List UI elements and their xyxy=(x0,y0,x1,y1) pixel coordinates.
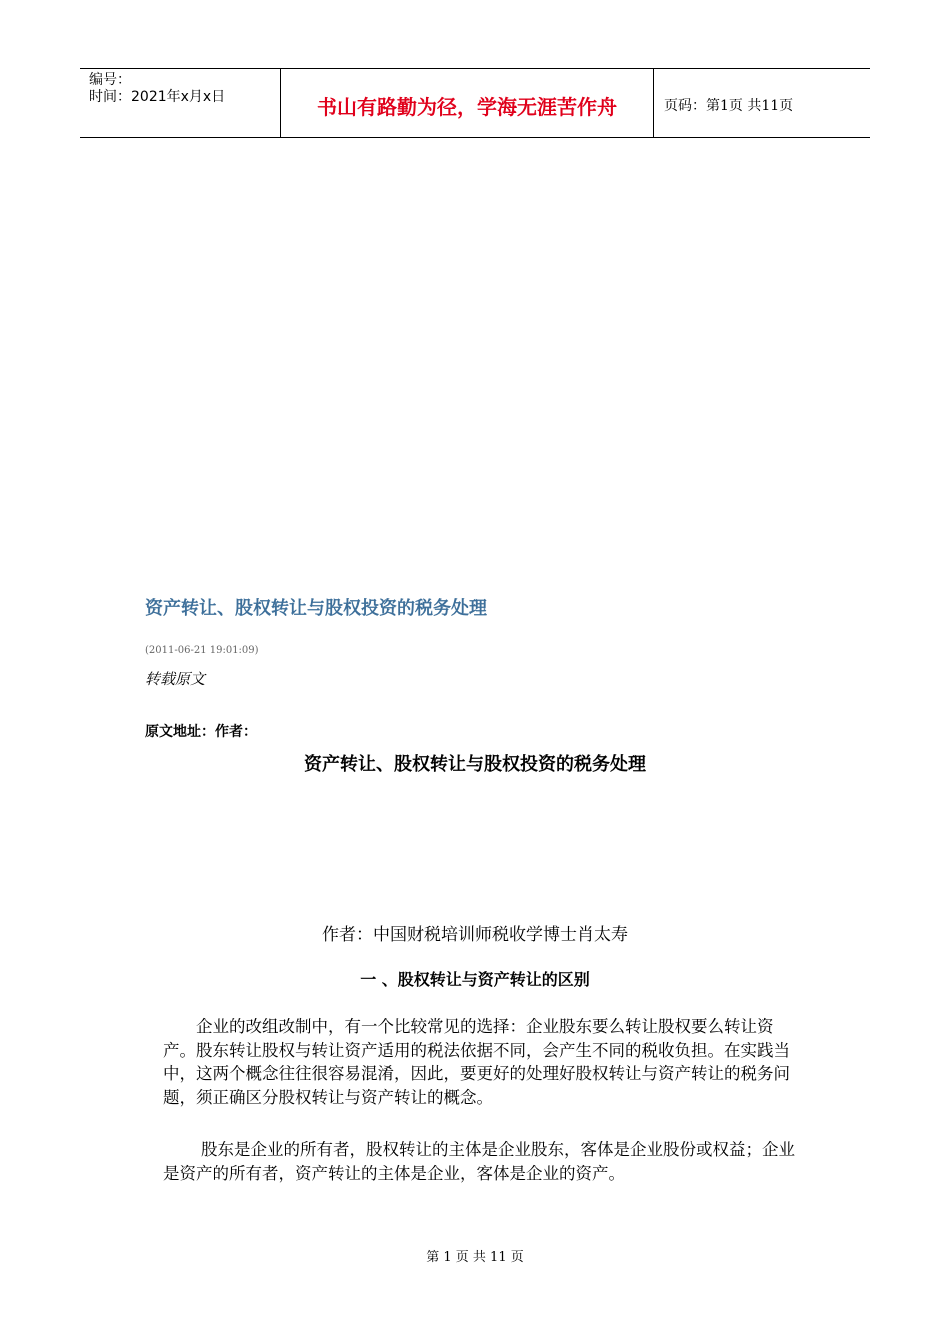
post-date: (2011-06-21 19:01:09) xyxy=(145,645,259,656)
page-info: 页码：第1页 共11页 xyxy=(664,98,794,114)
header-motto-cell xyxy=(281,69,654,137)
author-line: 作者：中国财税培训师税收学博士肖太寿 xyxy=(322,925,628,945)
header-meta-cell xyxy=(80,69,281,137)
blog-title: 资产转让、股权转让与股权投资的税务处理 xyxy=(145,598,487,619)
document-header-table xyxy=(80,68,870,138)
motto-text: 书山有路勤为径，学海无涯苦作舟 xyxy=(317,94,617,119)
paragraph-1: 企业的改组改制中，有一个比较常见的选择：企业股东要么转让股权要么转让资产。股东转让股权与转让资产适用的税法依据不同，会产生不同的税收负担。在实践当中，这两个概念往往很容易混淆，因此，要更好的处理好股权转让与资产转让的税务问题，须正确区分股权转让与资产转让的概念。 xyxy=(163,1017,790,1107)
main-title: 资产转让、股权转让与股权投资的税务处理 xyxy=(304,754,646,775)
paragraph-2: 股东是企业的所有者，股权转让的主体是企业股东，客体是企业股份或权益；企业是资产的所有者，资产转让的主体是企业，客体是企业的资产。 xyxy=(163,1140,795,1183)
page-footer: 第 1 页 共 11 页 xyxy=(426,1250,524,1265)
origin-label: 原文地址：作者： xyxy=(145,724,257,740)
section-heading: 一 、股权转让与资产转让的区别 xyxy=(360,970,590,989)
header-page-cell xyxy=(654,69,870,137)
repost-label: 转载原文 xyxy=(145,670,206,688)
time-label: 时间：2021年x月x日 xyxy=(89,89,226,105)
number-label: 编号： xyxy=(89,72,131,88)
